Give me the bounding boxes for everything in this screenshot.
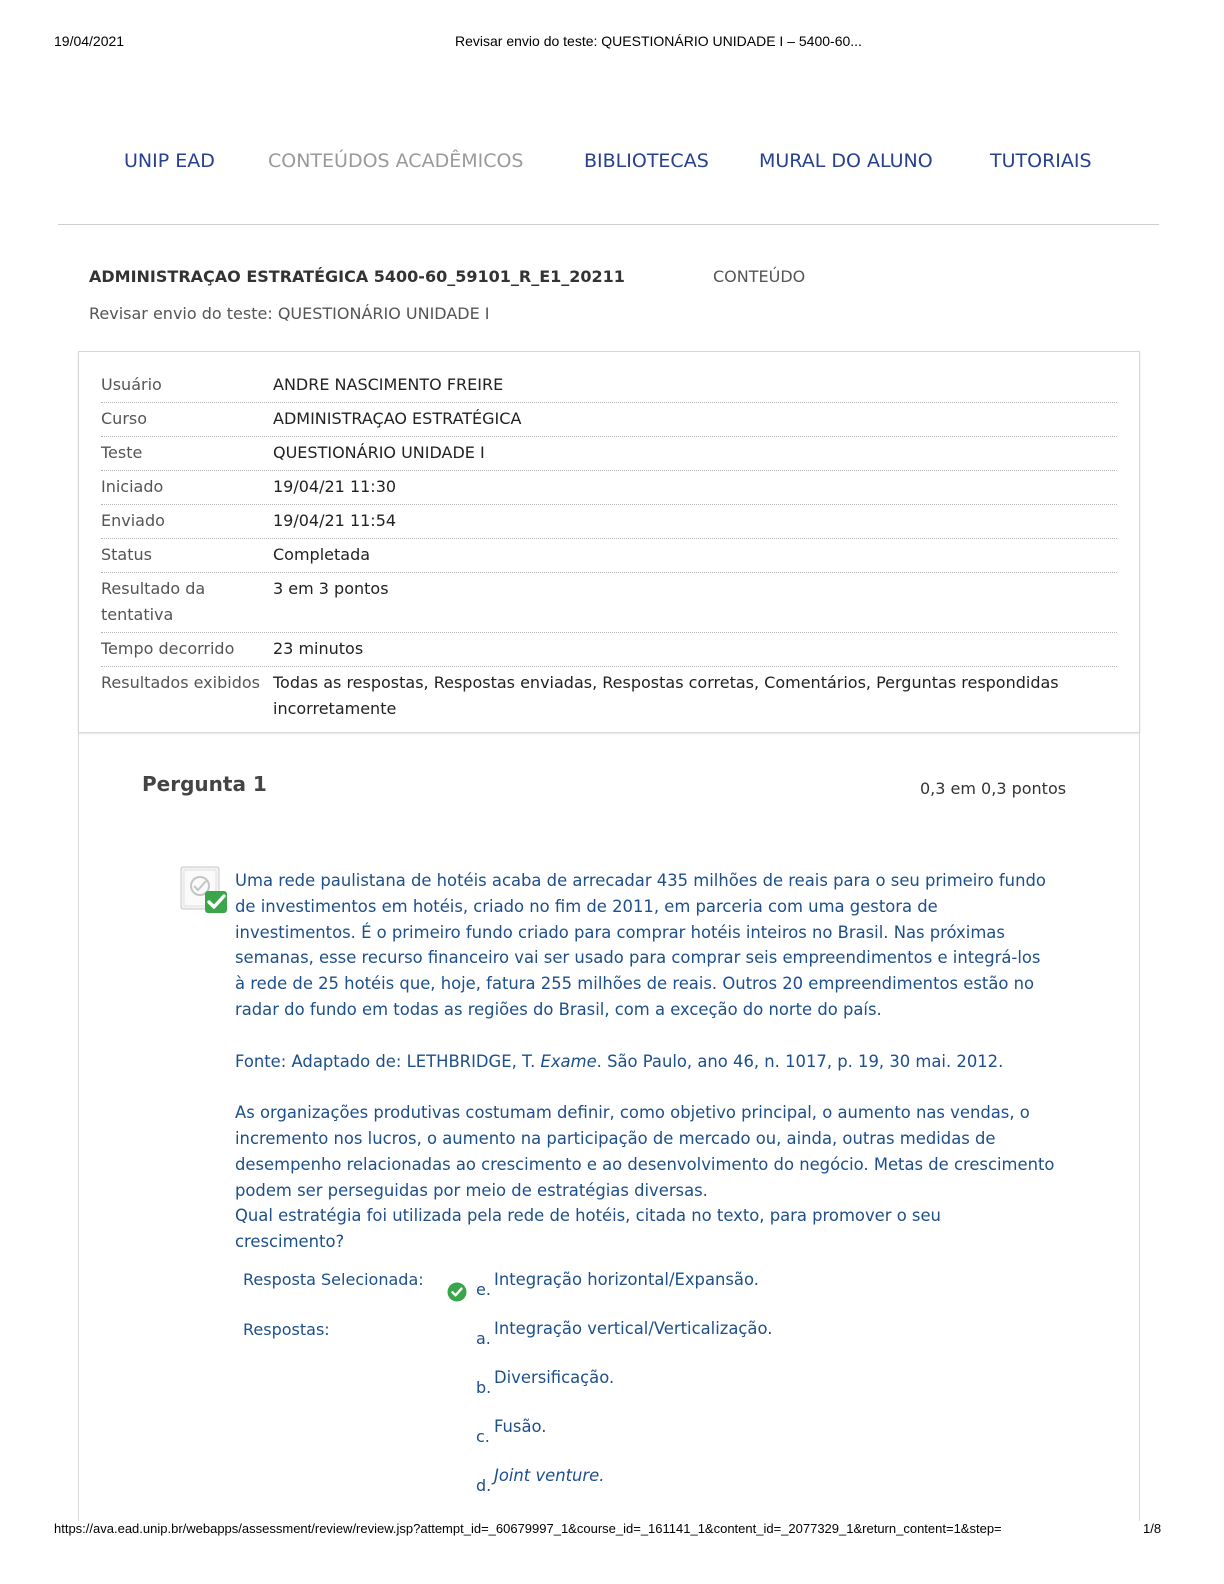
info-row-teste bbox=[101, 437, 1117, 471]
info-row-enviado bbox=[101, 505, 1117, 539]
nav-divider bbox=[58, 224, 1159, 225]
nav-unip-ead[interactable]: UNIP EAD bbox=[124, 150, 215, 172]
selected-answer-label: Resposta Selecionada: bbox=[243, 1270, 424, 1289]
info-row-tempo bbox=[101, 633, 1117, 667]
answer-option-a: Integração vertical/Verticalização. bbox=[494, 1319, 773, 1338]
info-label: Iniciado bbox=[101, 477, 164, 496]
attempt-info-table bbox=[101, 369, 1117, 726]
info-row-status bbox=[101, 539, 1117, 573]
info-value: 23 minutos bbox=[273, 639, 364, 658]
info-label: Resultado da tentativa bbox=[101, 579, 206, 624]
info-row-curso bbox=[101, 403, 1117, 437]
nav-bibliotecas[interactable]: BIBLIOTECAS bbox=[584, 150, 709, 172]
selected-answer-text: Integração horizontal/Expansão. bbox=[494, 1270, 759, 1289]
answer-letter: a. bbox=[476, 1329, 491, 1348]
info-value: ANDRE NASCIMENTO FREIRE bbox=[273, 375, 504, 394]
info-label: Teste bbox=[101, 443, 143, 462]
answer-option-b: Diversificação. bbox=[494, 1368, 615, 1387]
selected-answer-letter: e. bbox=[476, 1280, 491, 1299]
question-title: Pergunta 1 bbox=[142, 772, 267, 796]
check-icon bbox=[447, 1282, 467, 1302]
answer-letter: b. bbox=[476, 1378, 492, 1397]
info-value: QUESTIONÁRIO UNIDADE I bbox=[273, 443, 485, 462]
info-value: Completada bbox=[273, 545, 371, 564]
nav-tutoriais[interactable]: TUTORIAIS bbox=[990, 150, 1092, 172]
print-header bbox=[0, 33, 1224, 51]
attempt-info-box bbox=[78, 351, 1140, 733]
info-label: Resultados exibidos bbox=[101, 673, 260, 692]
info-label: Curso bbox=[101, 409, 148, 428]
answer-option-c: Fusão. bbox=[494, 1417, 547, 1436]
print-page-number: 1/8 bbox=[1143, 1521, 1162, 1536]
nav-mural-do-aluno[interactable]: MURAL DO ALUNO bbox=[759, 150, 933, 172]
info-row-resultados-exibidos bbox=[101, 667, 1117, 726]
question-paragraph: Uma rede paulistana de hotéis acaba de arrecadar 435 milhões de reais para o seu primeiro fundo de investimentos em hotéis, criado no fim de 2011, em parceria com uma gestora de investimentos. É o primeiro fundo criado para comprar hotéis inteiros no Brasil. Nas próximas semanas, esse recurso financeiro vai ser usado para comprar seis empreendimentos e integrá-los à rede de 25 hotéis que, hoje, fatura 255 milhões de reais. Outros 20 empreendimentos estão no radar do fundo em todas as regiões do Brasil, com a exceção do norte do país. bbox=[235, 871, 1046, 1019]
answer-letter: d. bbox=[476, 1476, 492, 1495]
course-title: ADMINISTRAÇAO ESTRATÉGICA 5400-60_59101_R_E1_20211 bbox=[89, 267, 625, 286]
answer-option-d: Joint venture. bbox=[494, 1466, 605, 1485]
info-value: 19/04/21 11:30 bbox=[273, 477, 397, 496]
question-points: 0,3 em 0,3 pontos bbox=[920, 779, 1067, 798]
question-paragraph: As organizações produtivas costumam definir, como objetivo principal, o aumento nas vendas, o incremento nos lucros, o aumento na participação de mercado ou, ainda, outras medidas de desempenho relacionadas ao crescimento e ao desenvolvimento do negócio. Metas de crescimento podem ser perseguidas por meio de estratégias diversas. Qual estratégia foi utilizada pela rede de hotéis, citada no texto, para promover o seu crescimento? bbox=[235, 1103, 1055, 1252]
info-row-usuario bbox=[101, 369, 1117, 403]
print-date: 19/04/2021 bbox=[54, 33, 125, 49]
question-text bbox=[235, 868, 1055, 1255]
info-row-resultado bbox=[101, 573, 1117, 633]
content-link[interactable]: CONTEÚDO bbox=[713, 267, 806, 286]
page-subtitle: Revisar envio do teste: QUESTIONÁRIO UNIDADE I bbox=[89, 304, 490, 323]
info-value: 3 em 3 pontos bbox=[273, 579, 389, 598]
answers-label: Respostas: bbox=[243, 1320, 330, 1339]
correct-answer-icon bbox=[180, 864, 232, 916]
print-url: https://ava.ead.unip.br/webapps/assessment/review/review.jsp?attempt_id=_60679997_1&course_id=_161141_1&content_id=_2077329_1&return_content=1&step= bbox=[54, 1521, 1002, 1536]
info-value: Todas as respostas, Respostas enviadas, Respostas corretas, Comentários, Perguntas respondidas incorretamente bbox=[273, 673, 1059, 718]
question-source: Fonte: Adaptado de: LETHBRIDGE, T. Exame. São Paulo, ano 46, n. 1017, p. 19, 30 mai. 2012. bbox=[235, 1051, 1004, 1071]
info-row-iniciado bbox=[101, 471, 1117, 505]
info-label: Status bbox=[101, 545, 152, 564]
info-value: 19/04/21 11:54 bbox=[273, 511, 397, 530]
nav-conteudos-academicos[interactable]: CONTEÚDOS ACADÊMICOS bbox=[268, 150, 524, 172]
info-label: Tempo decorrido bbox=[101, 639, 235, 658]
answer-letter: c. bbox=[476, 1427, 490, 1446]
print-footer bbox=[0, 1521, 1224, 1539]
info-label: Usuário bbox=[101, 375, 162, 394]
info-value: ADMINISTRAÇAO ESTRATÉGICA bbox=[273, 409, 522, 428]
top-navigation bbox=[0, 150, 1224, 180]
print-title: Revisar envio do teste: QUESTIONÁRIO UNIDADE I – 5400-60... bbox=[455, 33, 862, 49]
info-label: Enviado bbox=[101, 511, 165, 530]
